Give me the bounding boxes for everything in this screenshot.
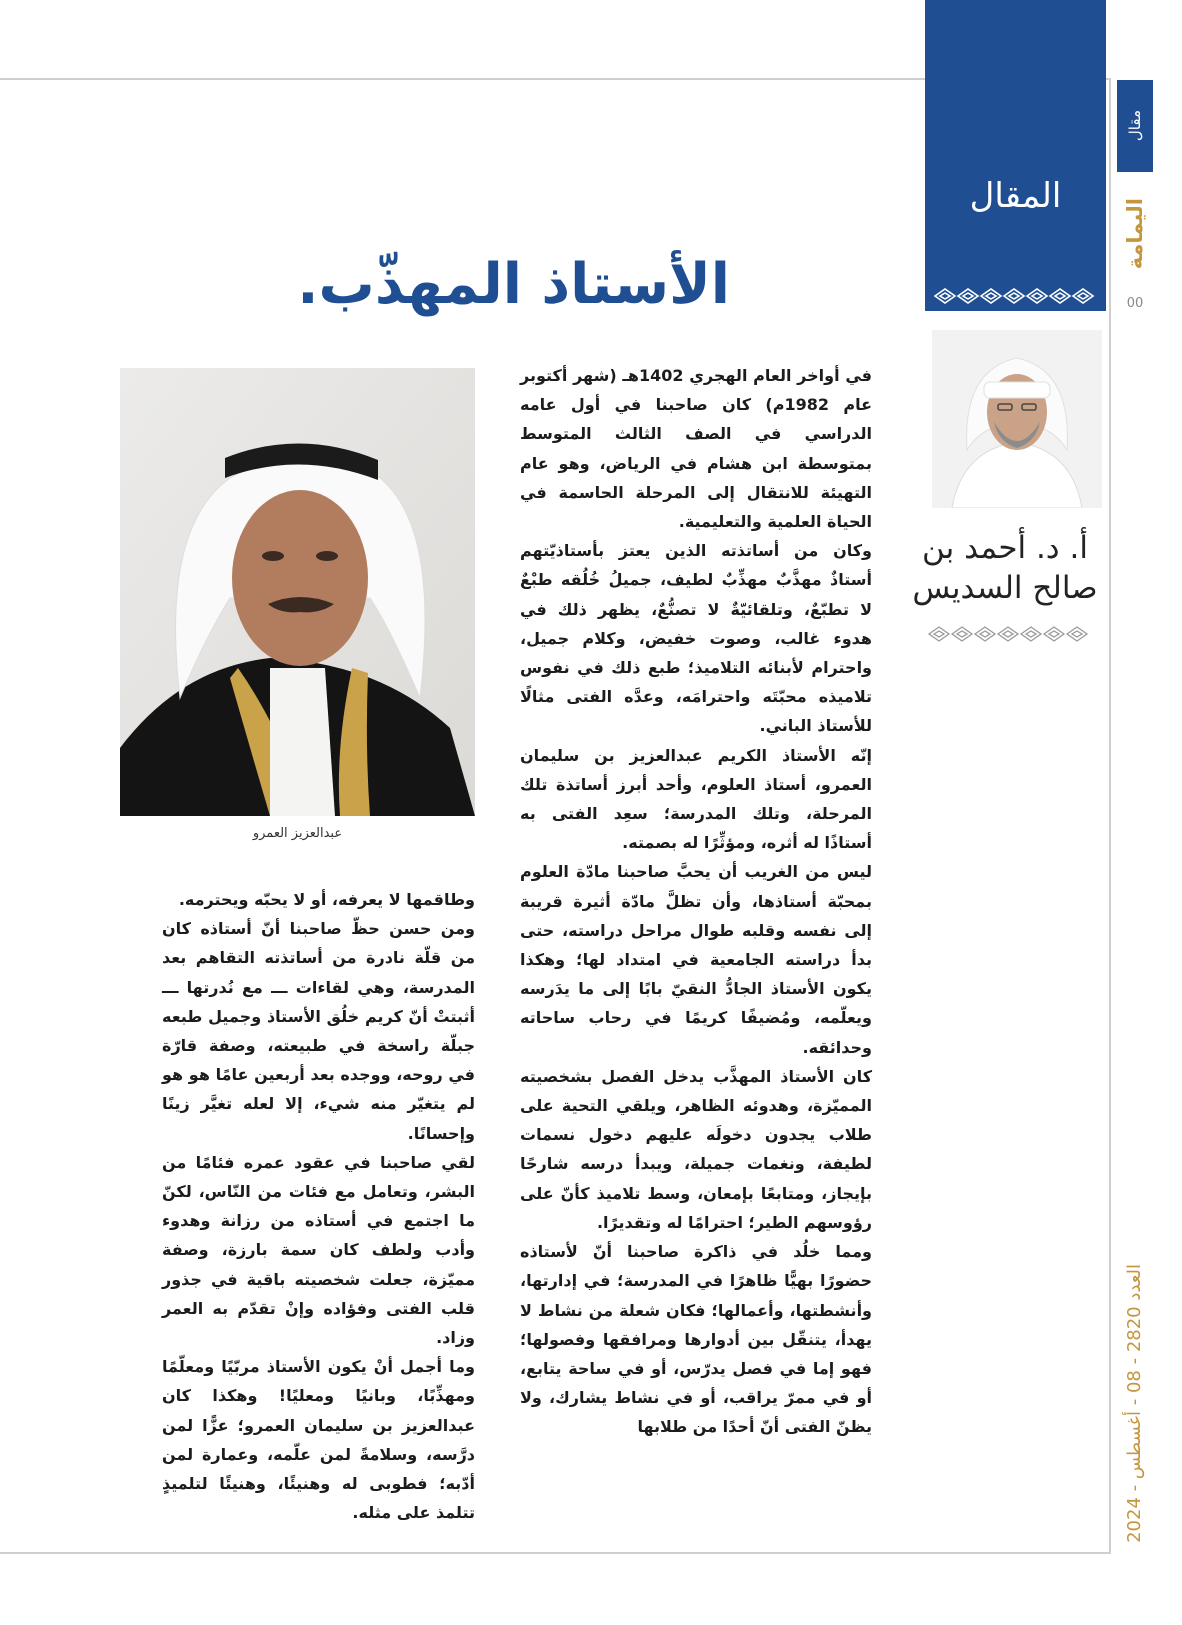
magazine-logo: اليمامة [1123, 198, 1147, 270]
paragraph: إنّه الأستاذ الكريم عبدالعزيز بن سليمان العمرو، أستاذ العلوم، وأحد أبرز أساتذة تلك المرحلة، وتلك المدرسة؛ سعِد الفتى به أستاذًا له أثره، ومؤثِّرًا له بصمته. [520, 745, 872, 853]
margin-rule [1109, 78, 1111, 1554]
author-name-line2: صالح السديس [912, 570, 1098, 606]
article-column-right [520, 361, 872, 1442]
paragraph: ليس من الغريب أن يحبَّ صاحبنا مادّة العلوم بمحبّة أستاذها، وأن تظلَّ مادّة أثيرة قريبة إلى نفسه وقلبه طوال مراحل دراسته، حتى بدأ دراسته الجامعية في امتداد لها؛ وهكذا يكون الأستاذ الجادُّ النقيّ بابًا إلى ما يدَرسه ويعلّمه، ومُضيفًا كريمًا في رحاب ساحاته وحدائقه. [520, 862, 872, 1057]
bottom-rule [0, 1552, 1110, 1554]
paragraph: وطاقمها لا يعرفه، أو لا يحبّه ويحترمه. [178, 890, 475, 909]
paragraph: ومما خلُد في ذاكرة صاحبنا أنّ لأستاذه حضورًا بهيًّا ظاهرًا في المدرسة؛ في إدارتها، وأنشطتها، وأعمالها؛ فكان شعلة من نشاط لا يهدأ، يتنقّل بين أدوارها ومرافقها وفصولها؛ فهو إما في فصل يدرّس، أو في ساحة يتابع، أو في ممرّ يراقب، أو في نشاط يشارك، ولا يظنّ الفتى أنّ أحدًا من طلابها [520, 1242, 872, 1437]
page-number: 00 [1126, 296, 1144, 311]
author-name [905, 528, 1105, 608]
article-headline: الأستاذ المهذّب. [297, 252, 730, 317]
paragraph: في أواخر العام الهجري 1402هـ (شهر أكتوبر عام 1982م) كان صاحبنا في أول عامه الدراسي في الصف الثالث المتوسط بمتوسطة ابن هشام في الرياض، وهو عام التهيئة للانتقال إلى المرحلة الحاسمة في الحياة العلمية والتعليمية. [520, 366, 872, 532]
section-tab-label: مقال [1126, 110, 1144, 142]
issue-info: العدد 2820 - 08 - أغسطس - 2024 [1123, 1263, 1145, 1543]
section-tab [1117, 80, 1153, 172]
paragraph: ومن حسن حظّ صاحبنا أنّ أستاذه كان من قلّة نادرة من أساتذته التقاهم بعد المدرسة، وهي لقاءات ـــ مع نُدرتها ـــ أثبتتْ أنّ كريم خلُق الأستاذ وجميل طبعه جبلّة راسخة في طبيعته، وصفة قارّة في روحه، ووجده بعد أربعين عامًا هو هو لم يتغيّر منه شيء، إلا لعله تغيَّر زينًا وإحسانًا. [162, 919, 475, 1143]
paragraph: وكان من أساتذته الذين يعتز بأستاذيّتهم أستاذٌ مهذَّبٌ مهذِّبٌ لطيف، جميلُ خُلُقه طبْعٌ لا تطبّعٌ، وتلقائيّةٌ لا تصنُّعٌ، يظهر ذلك في هدوء غالب، وصوت خفيض، وكلام جميل، واحترام لأبنائه التلاميذ؛ طبع ذلك في نفوس تلاميذه محبّتَه واحترامَه، وعدَّه الفتى مثالًا للأستاذ الباني. [520, 541, 872, 736]
paragraph: وما أجمل أنْ يكون الأستاذ مربّيًا ومعلّمًا ومهذِّبًا، وبانيًا ومعليًا! وهكذا كان عبدالعزيز بن سليمان العمرو؛ عزًّا لمن درَّسه، وسلامةً لمن علّمه، وعمارة لمن أدّبه؛ فطوبى له وهنيئًا، وهنيئًا لتلميذٍ تتلمذ على مثله. [162, 1357, 475, 1523]
diamond-ornament-icon [925, 286, 1106, 306]
banner-title: المقال [969, 176, 1062, 216]
author-photo [932, 330, 1102, 508]
paragraph: كان الأستاذ المهذَّب يدخل الفصل بشخصيته المميّزة، وهدوئه الظاهر، ويلقي التحية على طلاب يجدون دخولَه عليهم دخول نسمات لطيفة، ونغمات جميلة، ويبدأ درسه شارحًا بإيجاز، ومتابعًا بإمعان، وسط تلاميذ كأنّ على رؤوسهم الطير؛ احترامًا له وتقديرًا. [520, 1066, 872, 1232]
diamond-ornament-icon [925, 624, 1095, 644]
paragraph: لقي صاحبنا في عقود عمره فئامًا من البشر، وتعامل مع فئات من النّاس، لكنّ ما اجتمع في أستاذه من رزانة وهدوء وأدب ولطف كان سمة بارزة، وصفة مميّزة، جعلت شخصيته باقية في جذور قلب الفتى وفؤاده وإنْ تقدّم به العمر وزاد. [162, 1152, 475, 1348]
section-banner [925, 0, 1106, 311]
photo-caption: عبدالعزيز العمرو [252, 826, 343, 841]
subject-photo [120, 368, 475, 816]
author-name-line1: أ. د. أحمد بن [922, 530, 1088, 566]
article-column-left [162, 885, 475, 1527]
